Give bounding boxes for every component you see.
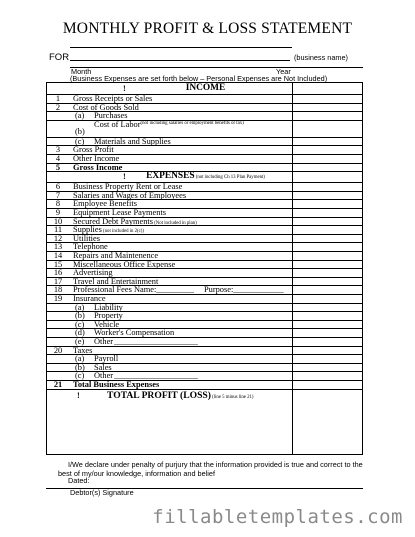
expenses-line-label: Total Business Expenses xyxy=(73,380,160,389)
amount-cell[interactable] xyxy=(293,389,362,401)
amount-cell[interactable] xyxy=(293,103,362,112)
amount-cell[interactable] xyxy=(293,268,362,277)
expenses-line-label: Miscellaneous Office Expense xyxy=(73,259,176,269)
expenses-line-number: 16 xyxy=(53,268,63,278)
dated-label: Dated: xyxy=(68,476,90,485)
amount-cell[interactable] xyxy=(293,380,362,389)
amount-cell[interactable] xyxy=(293,363,362,372)
amount-cell[interactable] xyxy=(293,154,362,163)
amount-cell[interactable] xyxy=(293,199,362,208)
expenses-heading-note: (not including Ch 13 Plan Payment) xyxy=(194,175,265,181)
income-line-label: Other Income xyxy=(73,154,120,163)
expenses-line-number: 10 xyxy=(53,216,63,226)
amount-cell[interactable] xyxy=(293,328,362,337)
expenses-sub-letter: (b) xyxy=(75,311,85,321)
statement-table xyxy=(46,82,363,455)
amount-cell[interactable] xyxy=(293,294,362,303)
month-label: Month xyxy=(71,67,92,76)
expenses-line-label: Supplies (not included in 2(c)) xyxy=(73,225,144,235)
expenses-sub-letter: (a) xyxy=(75,354,85,364)
amount-cell[interactable] xyxy=(293,111,362,120)
expenses-line-label: Vehicle xyxy=(94,319,120,329)
expenses-line-label: Worker's Compensation xyxy=(94,328,175,338)
business-name-field[interactable] xyxy=(70,60,290,61)
expenses-line-number: 12 xyxy=(53,233,63,243)
top-underline xyxy=(70,47,292,48)
expenses-line-number: 20 xyxy=(53,345,63,355)
amount-cell[interactable] xyxy=(293,217,362,226)
expenses-line-label: Payroll xyxy=(94,354,119,364)
amount-cell[interactable] xyxy=(293,242,362,251)
expenses-line-label: Liability xyxy=(94,302,123,312)
income-line-label: Purchases xyxy=(94,111,128,121)
expenses-line-label: Professional Fees Name:_________ Purpose:____________ xyxy=(73,285,284,295)
expenses-line-label: Advertising xyxy=(73,268,113,278)
amount-cell[interactable] xyxy=(293,251,362,260)
watermark: fillabletemplates.com xyxy=(152,506,403,528)
expenses-line-label: Other____________________ xyxy=(94,337,198,346)
expenses-line-number: 21 xyxy=(53,380,63,389)
income-heading xyxy=(47,84,364,93)
for-label: FOR xyxy=(49,52,70,63)
income-mark: ! xyxy=(123,84,126,93)
expenses-line-number: 19 xyxy=(53,294,63,303)
expenses-line-label: Equipment Lease Payments xyxy=(73,208,167,217)
expenses-line-number: 13 xyxy=(53,242,63,252)
expenses-line-label: Utilities xyxy=(73,233,100,243)
income-line-label: Materials and Supplies xyxy=(94,136,171,146)
expenses-line-number: 9 xyxy=(55,208,61,217)
income-line-number: 2 xyxy=(55,102,61,112)
income-heading-text: INCOME xyxy=(185,83,226,93)
expenses-line-label: Travel and Entertainment xyxy=(73,276,159,286)
amount-cell[interactable] xyxy=(293,120,362,137)
income-sub-letter: (b) xyxy=(75,126,85,136)
expenses-heading-text: EXPENSES xyxy=(146,171,195,182)
expenses-line-number: 17 xyxy=(53,276,63,286)
income-line-number: 5 xyxy=(55,162,61,172)
expenses-line-label: Repairs and Maintenence xyxy=(73,251,159,260)
expenses-sub-letter: (e) xyxy=(75,337,85,346)
income-sub-letter: (a) xyxy=(75,111,85,121)
amount-cell[interactable] xyxy=(293,277,362,286)
total-label: TOTAL PROFIT (LOSS) (line 5 minus line 21) xyxy=(107,389,254,401)
amount-cell[interactable] xyxy=(293,225,362,234)
page-title: MONTHLY PROFIT & LOSS STATEMENT xyxy=(62,20,353,37)
expenses-note: (Business Expenses are set forth below – Personal Expenses are Not Included) xyxy=(70,74,328,83)
amount-cell[interactable] xyxy=(293,145,362,154)
declaration-text: I/We declare under penalty of purjury that the information provided is true and correct to the best of my/our knowledge, information and belief xyxy=(58,460,363,478)
amount-cell[interactable] xyxy=(293,163,362,172)
expenses-line-label: Business Property Rent or Lease xyxy=(73,182,183,192)
amount-cell[interactable] xyxy=(293,346,362,355)
expenses-sub-letter: (c) xyxy=(75,319,85,329)
expenses-line-number: 11 xyxy=(53,225,63,235)
amount-cell[interactable] xyxy=(293,137,362,146)
amount-cell[interactable] xyxy=(293,303,362,312)
month-year-field[interactable] xyxy=(70,67,363,68)
expenses-line-label: Salaries and Wages of Employees xyxy=(73,190,187,200)
expenses-line-label: Other____________________ xyxy=(94,371,198,381)
amount-cell[interactable] xyxy=(293,191,362,200)
amount-cell[interactable] xyxy=(293,320,362,329)
income-line-label: Cost of Goods Sold xyxy=(73,102,139,112)
expenses-sub-letter: (c) xyxy=(75,371,85,381)
expenses-line-label: Secured Debt Payments (Not included in plan) xyxy=(73,216,197,226)
income-line-label: Gross Profit xyxy=(73,145,114,155)
income-line-number: 4 xyxy=(55,154,61,163)
expenses-line-label: Employee Benefits xyxy=(73,199,137,209)
income-line-number: 1 xyxy=(55,94,61,103)
expenses-sub-letter: (d) xyxy=(75,328,85,338)
amount-cell[interactable] xyxy=(293,182,362,191)
expenses-line-number: 15 xyxy=(53,259,63,269)
business-name-label: (business name) xyxy=(294,53,348,62)
amount-cell[interactable] xyxy=(293,337,362,346)
amount-cell[interactable] xyxy=(293,234,362,243)
income-line-label: Cost of Labor(not including salaries or employment benefits or tax) xyxy=(94,119,244,129)
income-line-number: 3 xyxy=(55,145,61,155)
amount-cell[interactable] xyxy=(293,208,362,217)
amount-cell[interactable] xyxy=(293,260,362,269)
amount-cell[interactable] xyxy=(293,371,362,380)
amount-cell[interactable] xyxy=(293,311,362,320)
expenses-line-number: 6 xyxy=(55,182,61,192)
expenses-sub-letter: (a) xyxy=(75,302,85,312)
total-mark: ! xyxy=(77,390,80,400)
expenses-line-label: Telephone xyxy=(73,242,108,252)
amount-cell[interactable] xyxy=(293,354,362,363)
expenses-line-number: 7 xyxy=(55,190,61,200)
expenses-line-number: 18 xyxy=(53,285,63,295)
amount-cell[interactable] xyxy=(293,285,362,294)
income-sub-letter: (c) xyxy=(75,136,85,146)
signature-label: Debtor(s) Signature xyxy=(70,488,134,497)
expenses-line-number: 8 xyxy=(55,199,61,209)
expenses-line-number: 14 xyxy=(53,251,63,260)
income-line-label: Gross Income xyxy=(73,162,123,172)
expenses-heading xyxy=(47,172,364,182)
expenses-line-label: Property xyxy=(94,311,123,321)
income-line-label: Gross Receipts or Sales xyxy=(73,94,153,103)
expenses-line-label: Sales xyxy=(94,362,112,372)
year-label: Year xyxy=(276,67,291,76)
expenses-line-label: Taxes xyxy=(73,345,93,355)
amount-cell[interactable] xyxy=(293,94,362,103)
expenses-mark: ! xyxy=(123,172,126,182)
expenses-line-label: Insurance xyxy=(73,294,106,303)
expenses-sub-letter: (b) xyxy=(75,362,85,372)
